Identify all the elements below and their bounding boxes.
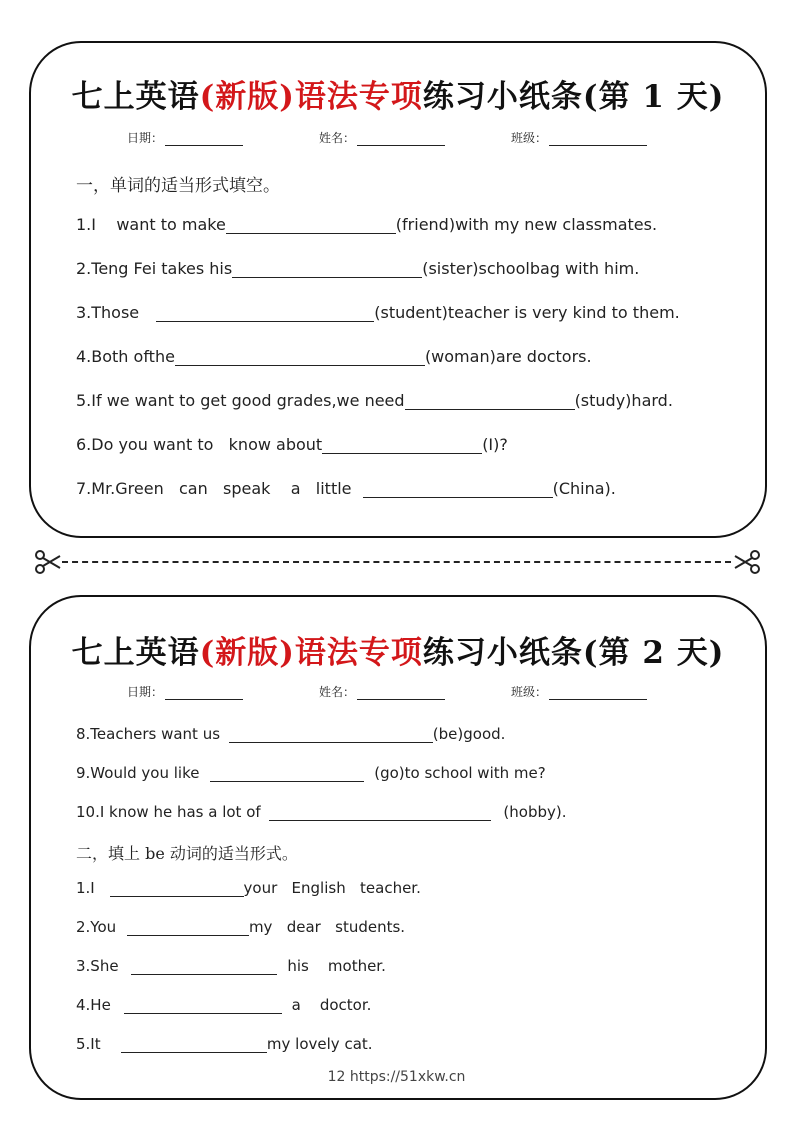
title-part: ) bbox=[708, 635, 725, 671]
title-highlight: (新版)语法专项 bbox=[199, 79, 423, 115]
section-heading: 二，填上 be 动词的适当形式。 bbox=[76, 844, 298, 863]
worksheet-card-day-2 bbox=[29, 595, 767, 1100]
scissors-icon bbox=[34, 548, 62, 576]
question-row bbox=[76, 725, 505, 743]
page-footer: 12 https://51xkw.cn bbox=[327, 1069, 466, 1085]
name-field[interactable] bbox=[319, 683, 445, 700]
question-text: 4.Both ofthe bbox=[76, 347, 175, 366]
worksheet-card-day-1 bbox=[29, 41, 767, 538]
question-hint: (China). bbox=[552, 479, 616, 498]
title-highlight: (新版)语法专项 bbox=[199, 635, 423, 671]
question-row bbox=[76, 215, 657, 234]
title-part: 七上英语 bbox=[71, 635, 200, 671]
scissors-icon bbox=[733, 548, 761, 576]
answer-blank[interactable] bbox=[226, 217, 396, 234]
answer-blank[interactable] bbox=[124, 997, 282, 1014]
question-text: 5.It bbox=[76, 1035, 115, 1053]
title-part: ) bbox=[708, 79, 725, 115]
question-hint: (hobby). bbox=[503, 803, 567, 821]
question-hint: my lovely cat. bbox=[266, 1035, 373, 1053]
question-text: 4.He bbox=[76, 996, 116, 1014]
title-part: 练习小纸条( bbox=[422, 635, 599, 671]
name-label: 姓名： bbox=[319, 131, 356, 145]
title-part: 练习小纸条( bbox=[422, 79, 599, 115]
question-hint: your English teacher. bbox=[243, 879, 421, 897]
question-hint: my dear students. bbox=[248, 918, 406, 936]
question-hint: (be)good. bbox=[432, 725, 506, 743]
question-text: 2.You bbox=[76, 918, 121, 936]
question-text: 8.Teachers want us bbox=[76, 725, 225, 743]
question-hint: (sister)schoolbag with him. bbox=[422, 259, 640, 278]
answer-blank[interactable] bbox=[269, 804, 491, 821]
question-hint: (student)teacher is very kind to them. bbox=[374, 303, 680, 322]
title-part: 七上英语 bbox=[71, 79, 200, 115]
question-row bbox=[76, 996, 371, 1014]
question-text: 5.If we want to get good grades,we need bbox=[76, 391, 405, 410]
name-label: 姓名： bbox=[319, 685, 356, 699]
meta-row bbox=[31, 129, 765, 151]
question-text: 3.She bbox=[76, 957, 124, 975]
question-hint: (woman)are doctors. bbox=[424, 347, 592, 366]
question-text: 1.I want to make bbox=[76, 215, 226, 234]
question-hint: (go)to school with me? bbox=[374, 764, 546, 782]
question-row bbox=[76, 803, 567, 821]
answer-blank[interactable] bbox=[131, 958, 277, 975]
question-hint: (study)hard. bbox=[574, 391, 673, 410]
cut-line bbox=[62, 561, 731, 563]
question-row bbox=[76, 764, 546, 782]
card-title bbox=[31, 71, 765, 116]
question-row bbox=[76, 1035, 373, 1053]
answer-blank[interactable] bbox=[363, 481, 553, 498]
answer-blank[interactable] bbox=[156, 305, 374, 322]
class-field[interactable] bbox=[511, 683, 647, 700]
meta-row bbox=[31, 683, 765, 705]
answer-blank[interactable] bbox=[210, 765, 364, 782]
question-hint: (friend)with my new classmates. bbox=[395, 215, 658, 234]
class-label: 班级： bbox=[511, 685, 548, 699]
answer-blank[interactable] bbox=[127, 919, 249, 936]
date-label: 日期： bbox=[127, 131, 164, 145]
answer-blank[interactable] bbox=[121, 1036, 267, 1053]
question-hint: a doctor. bbox=[291, 996, 372, 1014]
question-text: 1.I bbox=[76, 879, 100, 897]
answer-blank[interactable] bbox=[232, 261, 422, 278]
question-row bbox=[76, 957, 386, 975]
date-field[interactable] bbox=[127, 683, 243, 700]
question-text: 3.Those bbox=[76, 303, 145, 322]
question-hint: (I)? bbox=[482, 435, 508, 454]
date-field[interactable] bbox=[127, 129, 243, 146]
answer-blank[interactable] bbox=[110, 880, 244, 897]
question-text: 9.Would you like bbox=[76, 764, 205, 782]
question-text: 10.I know he has a lot of bbox=[76, 803, 266, 821]
question-row bbox=[76, 259, 639, 278]
answer-blank[interactable] bbox=[405, 393, 575, 410]
title-day: 第 1 天 bbox=[598, 79, 709, 115]
answer-blank[interactable] bbox=[229, 726, 433, 743]
question-row bbox=[76, 303, 680, 322]
question-text: 2.Teng Fei takes his bbox=[76, 259, 233, 278]
date-label: 日期： bbox=[127, 685, 164, 699]
title-day: 第 2 天 bbox=[598, 635, 709, 671]
question-row bbox=[76, 347, 592, 366]
question-row bbox=[76, 918, 405, 936]
question-row bbox=[76, 391, 673, 410]
question-row bbox=[76, 879, 421, 897]
question-row bbox=[76, 435, 508, 454]
question-hint: his mother. bbox=[287, 957, 386, 975]
answer-blank[interactable] bbox=[322, 437, 482, 454]
class-field[interactable] bbox=[511, 129, 647, 146]
answer-blank[interactable] bbox=[175, 349, 425, 366]
card-title bbox=[31, 627, 765, 672]
name-field[interactable] bbox=[319, 129, 445, 146]
question-text: 7.Mr.Green can speak a little bbox=[76, 479, 357, 498]
question-row bbox=[76, 479, 616, 498]
class-label: 班级： bbox=[511, 131, 548, 145]
question-text: 6.Do you want to know about bbox=[76, 435, 323, 454]
section-heading: 一，单词的适当形式填空。 bbox=[76, 176, 280, 196]
